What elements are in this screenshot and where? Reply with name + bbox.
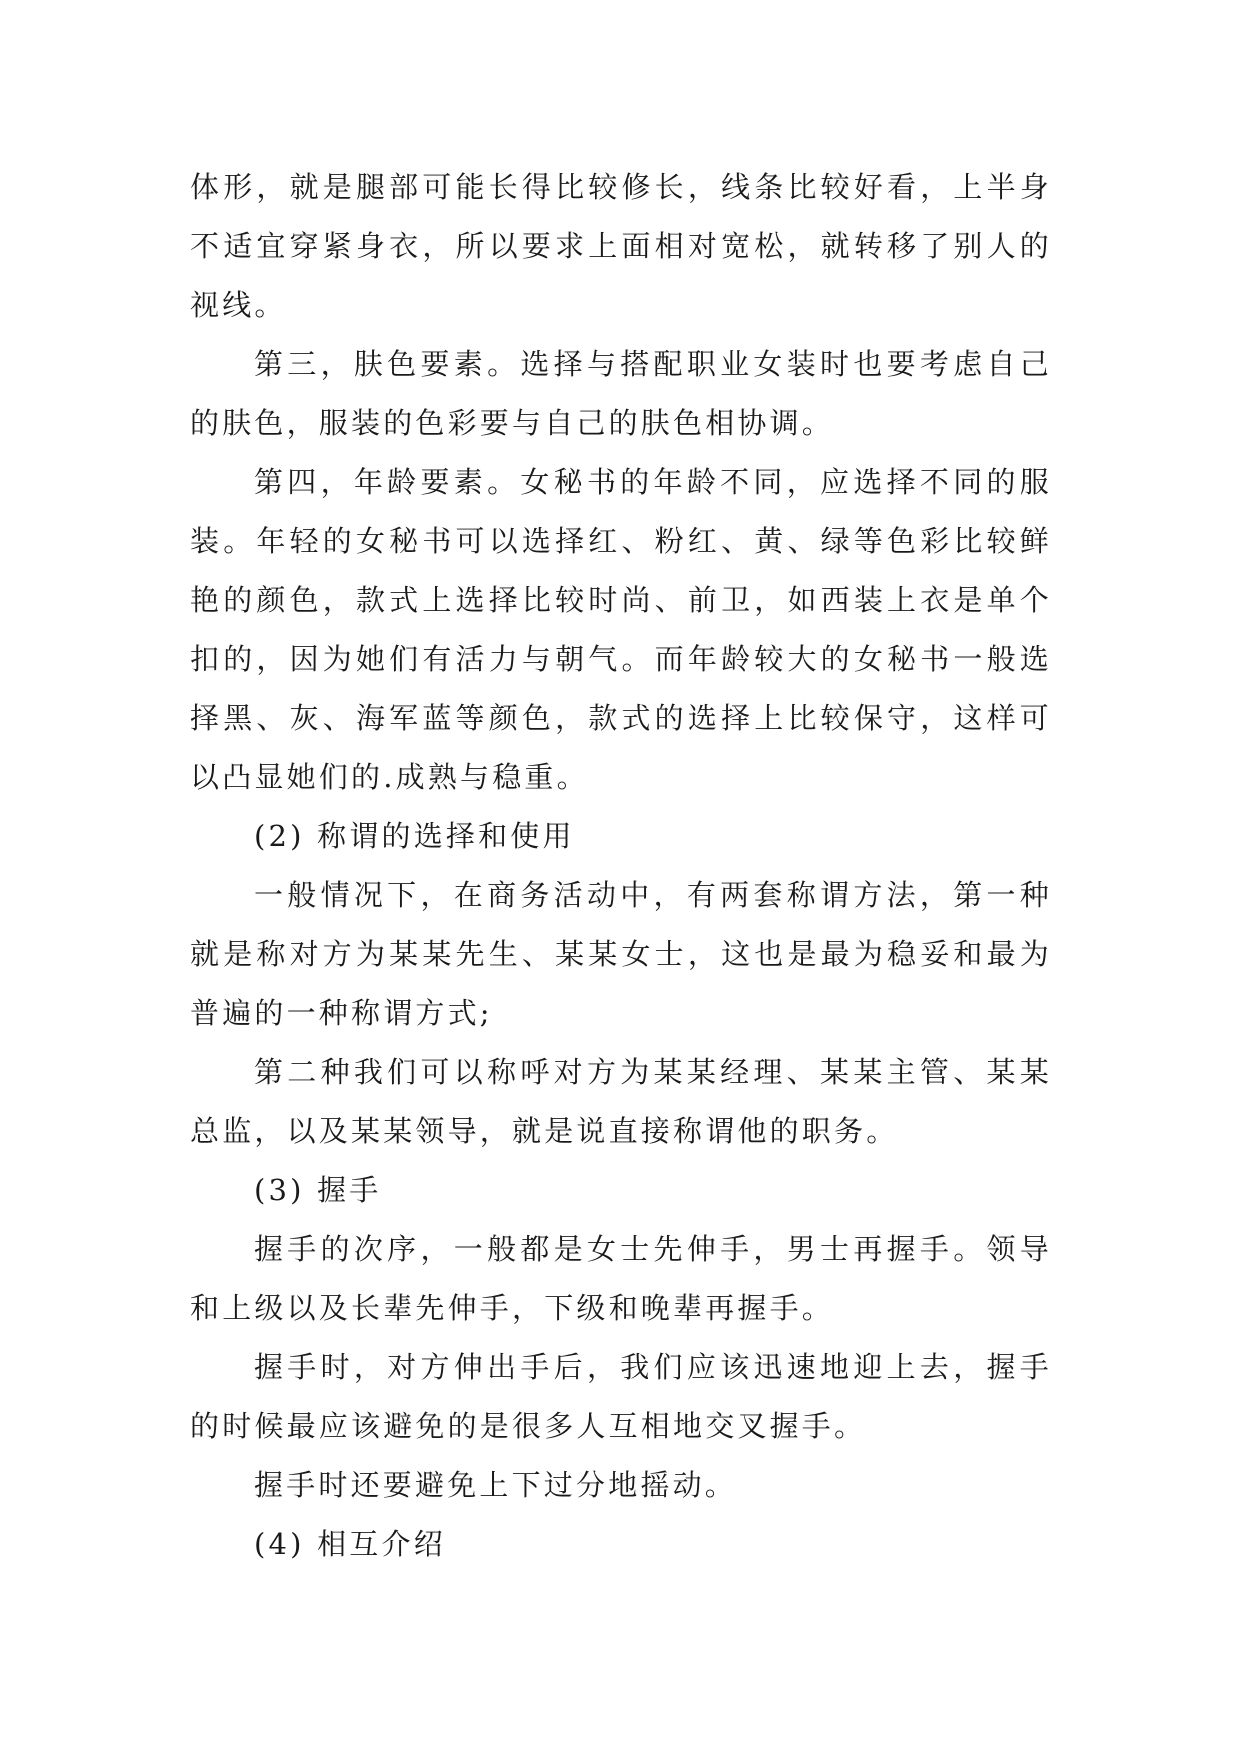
paragraph-handshake-response: 握手时，对方伸出手后，我们应该迅速地迎上去，握手的时候最应该避免的是很多人互相地交叉握手。 xyxy=(190,1350,1052,1443)
document-body xyxy=(190,158,1052,1574)
section-heading-address: (2) 称谓的选择和使用 xyxy=(254,819,575,853)
paragraph-skin-color: 第三，肤色要素。选择与搭配职业女装时也要考虑自己的肤色，服装的色彩要与自己的肤色相协调。 xyxy=(190,347,1052,440)
paragraph-address-method-two: 第二种我们可以称呼对方为某某经理、某某主管、某某总监，以及某某领导，就是说直接称谓他的职务。 xyxy=(190,1055,1052,1148)
paragraph-address-method-one: 一般情况下，在商务活动中，有两套称谓方法，第一种就是称对方为某某先生、某某女士，这也是最为稳妥和最为普遍的一种称谓方式; xyxy=(190,878,1052,1030)
paragraph-handshake-order: 握手的次序，一般都是女士先伸手，男士再握手。领导和上级以及长辈先伸手，下级和晚辈再握手。 xyxy=(190,1232,1052,1325)
paragraph-age: 第四，年龄要素。女秘书的年龄不同，应选择不同的服装。年轻的女秘书可以选择红、粉红、黄、绿等色彩比较鲜艳的颜色，款式上选择比较时尚、前卫，如西装上衣是单个扣的，因为她们有活力与朝气。而年龄较大的女秘书一般选择黑、灰、海军蓝等颜色，款式的选择上比较保守，这样可以凸显她们的.成熟与稳重。 xyxy=(190,465,1052,794)
section-heading-introduction: (4) 相互介绍 xyxy=(254,1527,446,1561)
paragraph-body-shape: 体形，就是腿部可能长得比较修长，线条比较好看，上半身不适宜穿紧身衣，所以要求上面相对宽松，就转移了别人的视线。 xyxy=(190,170,1052,322)
section-heading-handshake: (3) 握手 xyxy=(254,1173,382,1207)
paragraph-handshake-shaking: 握手时还要避免上下过分地摇动。 xyxy=(254,1468,738,1502)
